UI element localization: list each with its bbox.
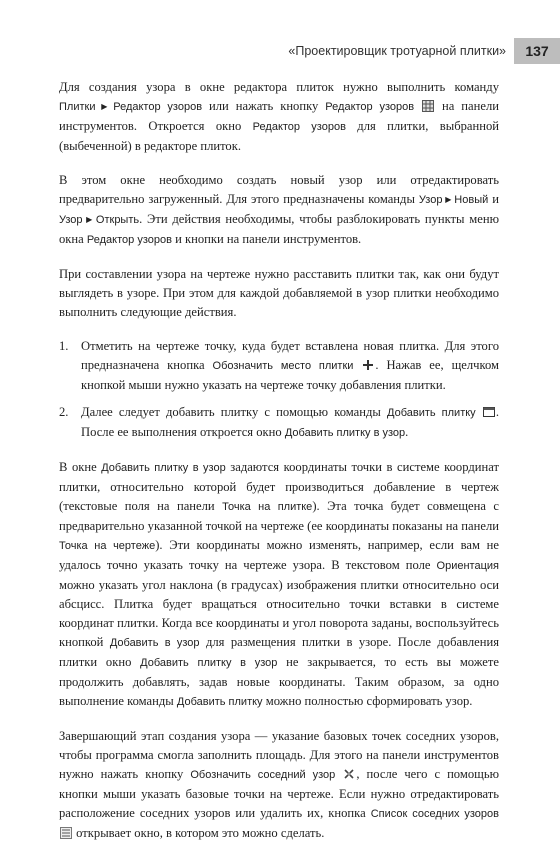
text: . Эти действия необходимы, чтобы разблокировать пункты меню окна: [59, 212, 499, 246]
paragraph-1: [59, 78, 499, 156]
text: , после чего с помощью кнопки мыши указать базовые точки на чертеже. Если нужно отредактировать расположение соседних узоров или удалить их, кнопка: [59, 767, 499, 820]
paragraph-3: [59, 265, 499, 322]
window-add-tile: Добавить плитку в узор: [140, 657, 278, 669]
text: При составлении узора на чертеже нужно расставить плитки так, как они будут выглядеть в узоре. При этом для каждой добавляемой в узор плитки необходимо выполнить следующие действия.: [59, 267, 499, 319]
menu-pattern: Узор: [59, 214, 83, 226]
text: не закрывается, то есть вы можете продолжить добавлять, задав новые координаты. Таким образом, за одно выполнение команды: [59, 655, 499, 708]
menu-arrow-icon: ▶: [84, 215, 94, 224]
cross-neighbor-icon: [343, 768, 355, 780]
crosshair-plus-icon: [362, 359, 374, 371]
menu-arrow-icon: ▶: [97, 102, 112, 111]
field-orientation: Ориентация: [436, 560, 499, 572]
running-header: [288, 38, 560, 64]
paragraph-5: [59, 727, 499, 843]
running-header-title: «Проектировщик тротуарной плитки»: [288, 44, 506, 58]
menu-pattern-editor: Редактор узоров: [113, 101, 203, 113]
list-number: 2.: [59, 405, 69, 419]
text: .: [405, 425, 409, 439]
window-tile-icon: [483, 406, 495, 418]
text: Для создания узора в окне редактора плиток нужно выполнить команду: [59, 80, 499, 94]
steps-list: [59, 337, 499, 443]
button-name-mark-neighbor: Обозначить соседний узор: [190, 769, 336, 781]
panel-point-on-drawing: Точка на чертеже: [59, 540, 156, 552]
window-pattern-editor: Редактор узоров: [86, 234, 172, 246]
text: . Нажав ее, щелчком кнопкой мыши нужно указать на чертеже точку добавления плитки.: [81, 358, 499, 392]
page-number: 137: [514, 38, 560, 64]
text: на панели инструментов. Откроется окно: [59, 99, 499, 133]
button-name-pattern-editor: Редактор узоров: [325, 101, 415, 113]
list-item: [59, 403, 499, 443]
text: Отметить на чертеже точку, куда будет вставлена новая плитка. Для этого предназначена кнопка: [81, 339, 499, 372]
button-name-add-tile: Добавить плитку: [387, 407, 476, 419]
text: для размещения плитки в узоре. После добавления плитки окно: [59, 635, 500, 669]
button-name-add-tile: Добавить плитку: [176, 696, 263, 708]
text: можно указать угол наклона (в градусах) изображения плитки относительно оси абсцисс. Плитка будет вращаться относительно точки вставки в системе координат плитки. Когда все координаты и угол поворота заданы, воспользуйтесь кнопкой: [59, 578, 499, 649]
text: можно полностью сформировать узор.: [265, 694, 473, 708]
list-item-text: [81, 337, 499, 395]
menu-arrow-icon: ▶: [444, 195, 453, 204]
window-add-tile: Добавить плитку в узор: [284, 427, 406, 439]
list-number: 1.: [59, 339, 69, 353]
grid-icon: [422, 100, 434, 112]
text: . После ее выполнения откроется окно: [81, 405, 499, 439]
text: В окне: [59, 460, 97, 474]
page-body: [59, 78, 499, 858]
menu-plitki: Плитки: [59, 101, 96, 113]
menu-new: Новый: [454, 194, 489, 206]
button-name-mark-tile: Обозначить место плитки: [212, 360, 354, 372]
paragraph-2: [59, 171, 499, 250]
menu-open: Открыть: [95, 214, 140, 226]
text: В этом окне необходимо создать новый узор или отредактировать предварительно загруженный. Для этого предназначены команды: [59, 173, 499, 206]
list-item: [59, 337, 499, 395]
paragraph-4: [59, 458, 499, 712]
list-item-text: [81, 403, 499, 443]
text: открывает окно, в котором это можно сделать.: [76, 826, 325, 840]
text: Далее следует добавить плитку с помощью команды: [81, 405, 381, 419]
text: и кнопки на панели инструментов.: [175, 232, 362, 246]
window-pattern-editor: Редактор узоров: [252, 121, 346, 133]
text: для плитки, выбранной (выбеченной) в редакторе плиток.: [59, 119, 500, 153]
text: и: [492, 192, 500, 206]
text: или нажать кнопку: [209, 99, 319, 113]
text: Завершающий этап создания узора — указание базовых точек соседних узоров, чтобы программа смогла заполнить площадь. Для этого на панели инструментов нужно нажать кнопку: [59, 729, 499, 781]
text: ). Эта точка будет совмещена с предварительно указанной точкой на чертеже (ее координаты показаны на панели: [59, 499, 499, 533]
button-name-add-to-pattern: Добавить в узор: [109, 637, 200, 649]
text: задаются координаты точки в системе координат плитки, относительно которой будет производиться добавление в чертеж (текстовые поля на панели: [59, 460, 499, 513]
panel-point-on-tile: Точка на плитке: [222, 501, 313, 513]
text: ). Эти координаты можно изменять, например, если вам не удалось точно указать точку на чертеже узора. В текстовом поле: [59, 538, 500, 572]
list-grid-icon: [60, 827, 72, 839]
window-add-tile: Добавить плитку в узор: [101, 462, 226, 474]
button-name-neighbor-list: Список соседних узоров: [370, 808, 500, 820]
menu-pattern: Узор: [418, 194, 443, 206]
